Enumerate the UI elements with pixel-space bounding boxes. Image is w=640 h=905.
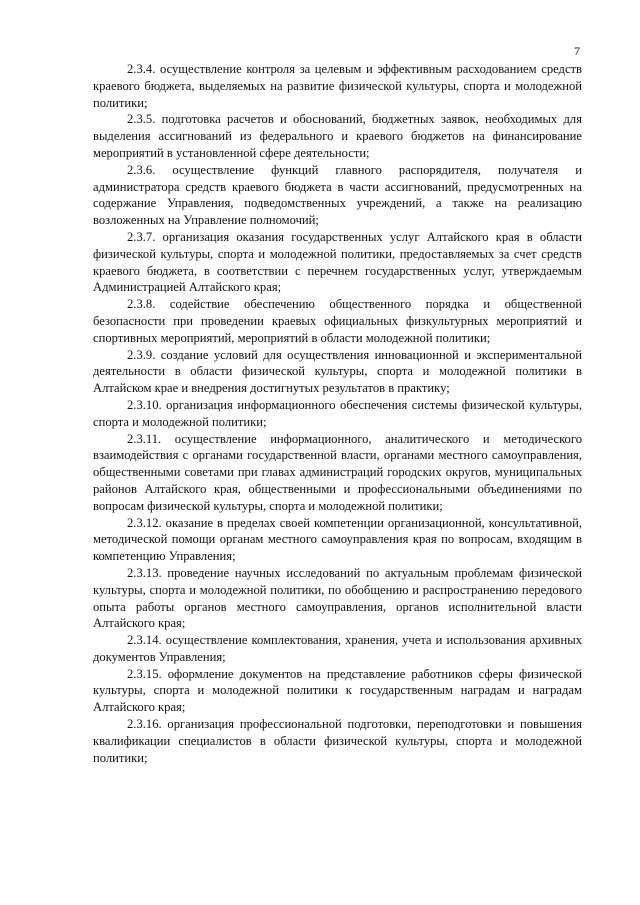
paragraph-2-3-10: 2.3.10. организация информационного обеспечения системы физической культуры, спорта и молодежной политики; — [93, 397, 582, 429]
paragraph-2-3-5: 2.3.5. подготовка расчетов и обоснований, бюджетных заявок, необходимых для выделения ассигнований из федерального и краевого бюджетов на финансирование мероприятий в установленной сфере деятельности; — [93, 112, 582, 160]
paragraph-2-3-12: 2.3.12. оказание в пределах своей компетенции организационной, консультативной, методической помощи органам местного самоуправления края по вопросам, входящим в компетенцию Управления; — [93, 515, 582, 564]
paragraph-2-3-11: 2.3.11. осуществление информационного, аналитического и методического взаимодействия с органами государственной власти, органами местного самоуправления, общественными советами при главах администраций городских округов, муниципальных районов Алтайского края, общественными и профессиональными объединениями по вопросам физической культуры, спорта и молодежной политики; — [93, 431, 582, 513]
paragraph-2-3-14: 2.3.14. осуществление комплектования, хранения, учета и использования архивных документов Управления; — [93, 633, 582, 664]
paragraph-2-3-9: 2.3.9. создание условий для осуществления инновационной и экспериментальной деятельности в области физической культуры, спорта и молодежной политики в Алтайском крае и внедрения достигнутых результатов в практику; — [93, 347, 582, 396]
paragraph-2-3-13: 2.3.13. проведение научных исследований по актуальным проблемам физической культуры, спорта и молодежной политики, по обобщению и распространению передового опыта работы органов местного самоуправления, органов исполнительной власти Алтайского края; — [93, 565, 582, 631]
paragraph-2-3-7: 2.3.7. организация оказания государственных услуг Алтайского края в области физической культуры, спорта и молодежной политики, предоставляемых за счет средств краевого бюджета, в соответствии с перечнем государственных услуг, утверждаемым Администрацией Алтайского края; — [93, 229, 582, 295]
page-number: 7 — [574, 44, 580, 58]
paragraph-2-3-8: 2.3.8. содействие обеспечению общественного порядка и общественной безопасности при проведении краевых официальных физкультурных мероприятий и спортивных мероприятий, мероприятий в области молодежной политики; — [93, 297, 582, 345]
document-body — [93, 61, 582, 766]
paragraph-2-3-15: 2.3.15. оформление документов на представление работников сферы физической культуры, спорта и молодежной политики к государственным наградам и наградам Алтайского края; — [93, 666, 582, 715]
paragraph-2-3-16: 2.3.16. организация профессиональной подготовки, переподготовки и повышения квалификации специалистов в области физической культуры, спорта и молодежной политики; — [93, 717, 582, 765]
paragraph-2-3-6: 2.3.6. осуществление функций главного распорядителя, получателя и администратора средств краевого бюджета в части ассигнований, предусмотренных на содержание Управления, подведомственных учреждений, а также на реализацию возложенных на Управление полномочий; — [93, 162, 582, 228]
paragraph-2-3-4: 2.3.4. осуществление контроля за целевым и эффективным расходованием средств краевого бюджета, выделяемых на развитие физической культуры, спорта и молодежной политики; — [93, 62, 582, 110]
